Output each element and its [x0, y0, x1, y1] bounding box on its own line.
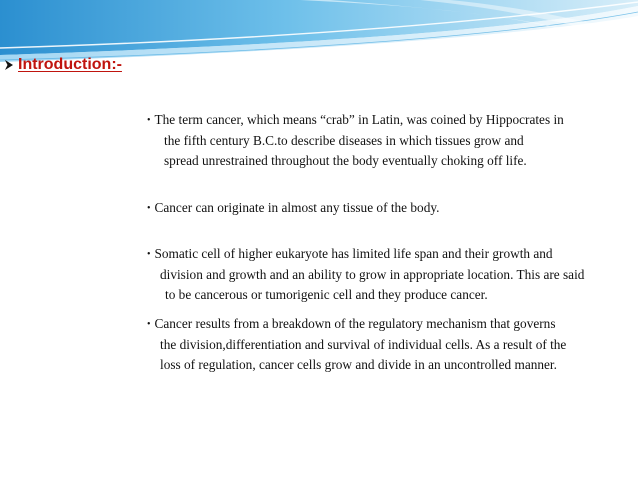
list-item-line: division and growth and an ability to grow in appropriate location. This are said: [160, 267, 585, 282]
list-item: [147, 110, 617, 171]
list-item-line: • Somatic cell of higher eukaryote has limited life span and their growth and: [147, 246, 553, 261]
list-item-line: spread unrestrained throughout the body eventually choking off life.: [164, 153, 527, 168]
list-item: [147, 198, 617, 219]
list-item-line: the fifth century B.C.to describe diseases in which tissues grow and: [164, 133, 524, 148]
section-title: [2, 56, 122, 74]
list-item-line: to be cancerous or tumorigenic cell and they produce cancer.: [165, 287, 488, 302]
bullet-dot-icon: •: [147, 319, 151, 330]
list-item-line: • Cancer can originate in almost any tissue of the body.: [147, 200, 440, 215]
bullet-dot-icon: •: [147, 203, 151, 214]
section-title-text: Introduction:-: [18, 56, 122, 73]
list-item: [147, 314, 617, 375]
list-item-line: loss of regulation, cancer cells grow and divide in an uncontrolled manner.: [160, 357, 557, 372]
list-item-line: • The term cancer, which means “crab” in Latin, was coined by Hippocrates in: [147, 112, 564, 127]
bullet-dot-icon: •: [147, 115, 151, 126]
list-item-line: the division,differentiation and survival of individual cells. As a result of the: [160, 337, 567, 352]
list-item: [147, 244, 617, 305]
list-item-line: • Cancer results from a breakdown of the regulatory mechanism that governs: [147, 316, 556, 331]
arrow-bullet-icon: [2, 58, 16, 72]
bullet-dot-icon: •: [147, 249, 151, 260]
